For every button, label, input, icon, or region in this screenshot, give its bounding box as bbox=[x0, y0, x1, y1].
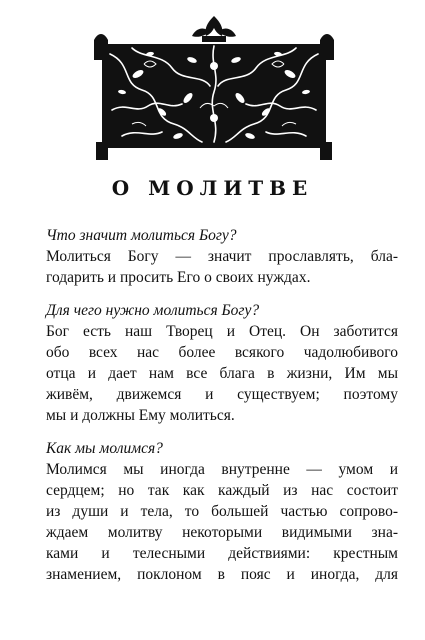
question: Что значит молиться Богу? bbox=[46, 227, 237, 244]
floral-ornament-icon bbox=[92, 14, 336, 164]
answer-line: ждаем молитву некоторыми видимыми зна- bbox=[46, 524, 398, 541]
answer-line: Молимся мы иногда внутренне — умом и bbox=[46, 461, 398, 478]
answer bbox=[46, 246, 398, 288]
answer-line: сердцем; но так как каждый из нас состоит bbox=[46, 482, 398, 499]
chapter-title: О МОЛИТВЕ bbox=[111, 176, 314, 200]
answer-line: Бог есть наш Творец и Отец. Он заботится bbox=[46, 323, 398, 340]
answer-line: из души и тела, то большей частью сопрово- bbox=[46, 503, 398, 520]
answer-line: отца и дает нам все блага в жизни, Им мы bbox=[46, 365, 398, 382]
answer-line: обо всех нас более всякого чадолюбивого bbox=[46, 344, 398, 361]
answer bbox=[46, 459, 398, 585]
question: Для чего нужно молиться Богу? bbox=[46, 302, 260, 319]
text-body bbox=[46, 226, 398, 598]
qa-section bbox=[46, 226, 398, 288]
answer-line: годарить и просить Его о своих нуждах. bbox=[46, 269, 311, 286]
answer-line: знамением, поклоном в пояс и иногда, для bbox=[46, 566, 398, 583]
qa-section bbox=[46, 301, 398, 426]
answer-line: живём, движемся и существуем; поэтому bbox=[46, 386, 398, 403]
answer bbox=[46, 321, 398, 426]
qa-section bbox=[46, 439, 398, 585]
answer-line: ками и телесными действиями: крестным bbox=[46, 545, 398, 562]
answer-line: Молиться Богу — значит прославлять, бла- bbox=[46, 248, 398, 265]
answer-line: мы и должны Ему молиться. bbox=[46, 407, 235, 424]
question: Как мы молимся? bbox=[46, 440, 163, 457]
